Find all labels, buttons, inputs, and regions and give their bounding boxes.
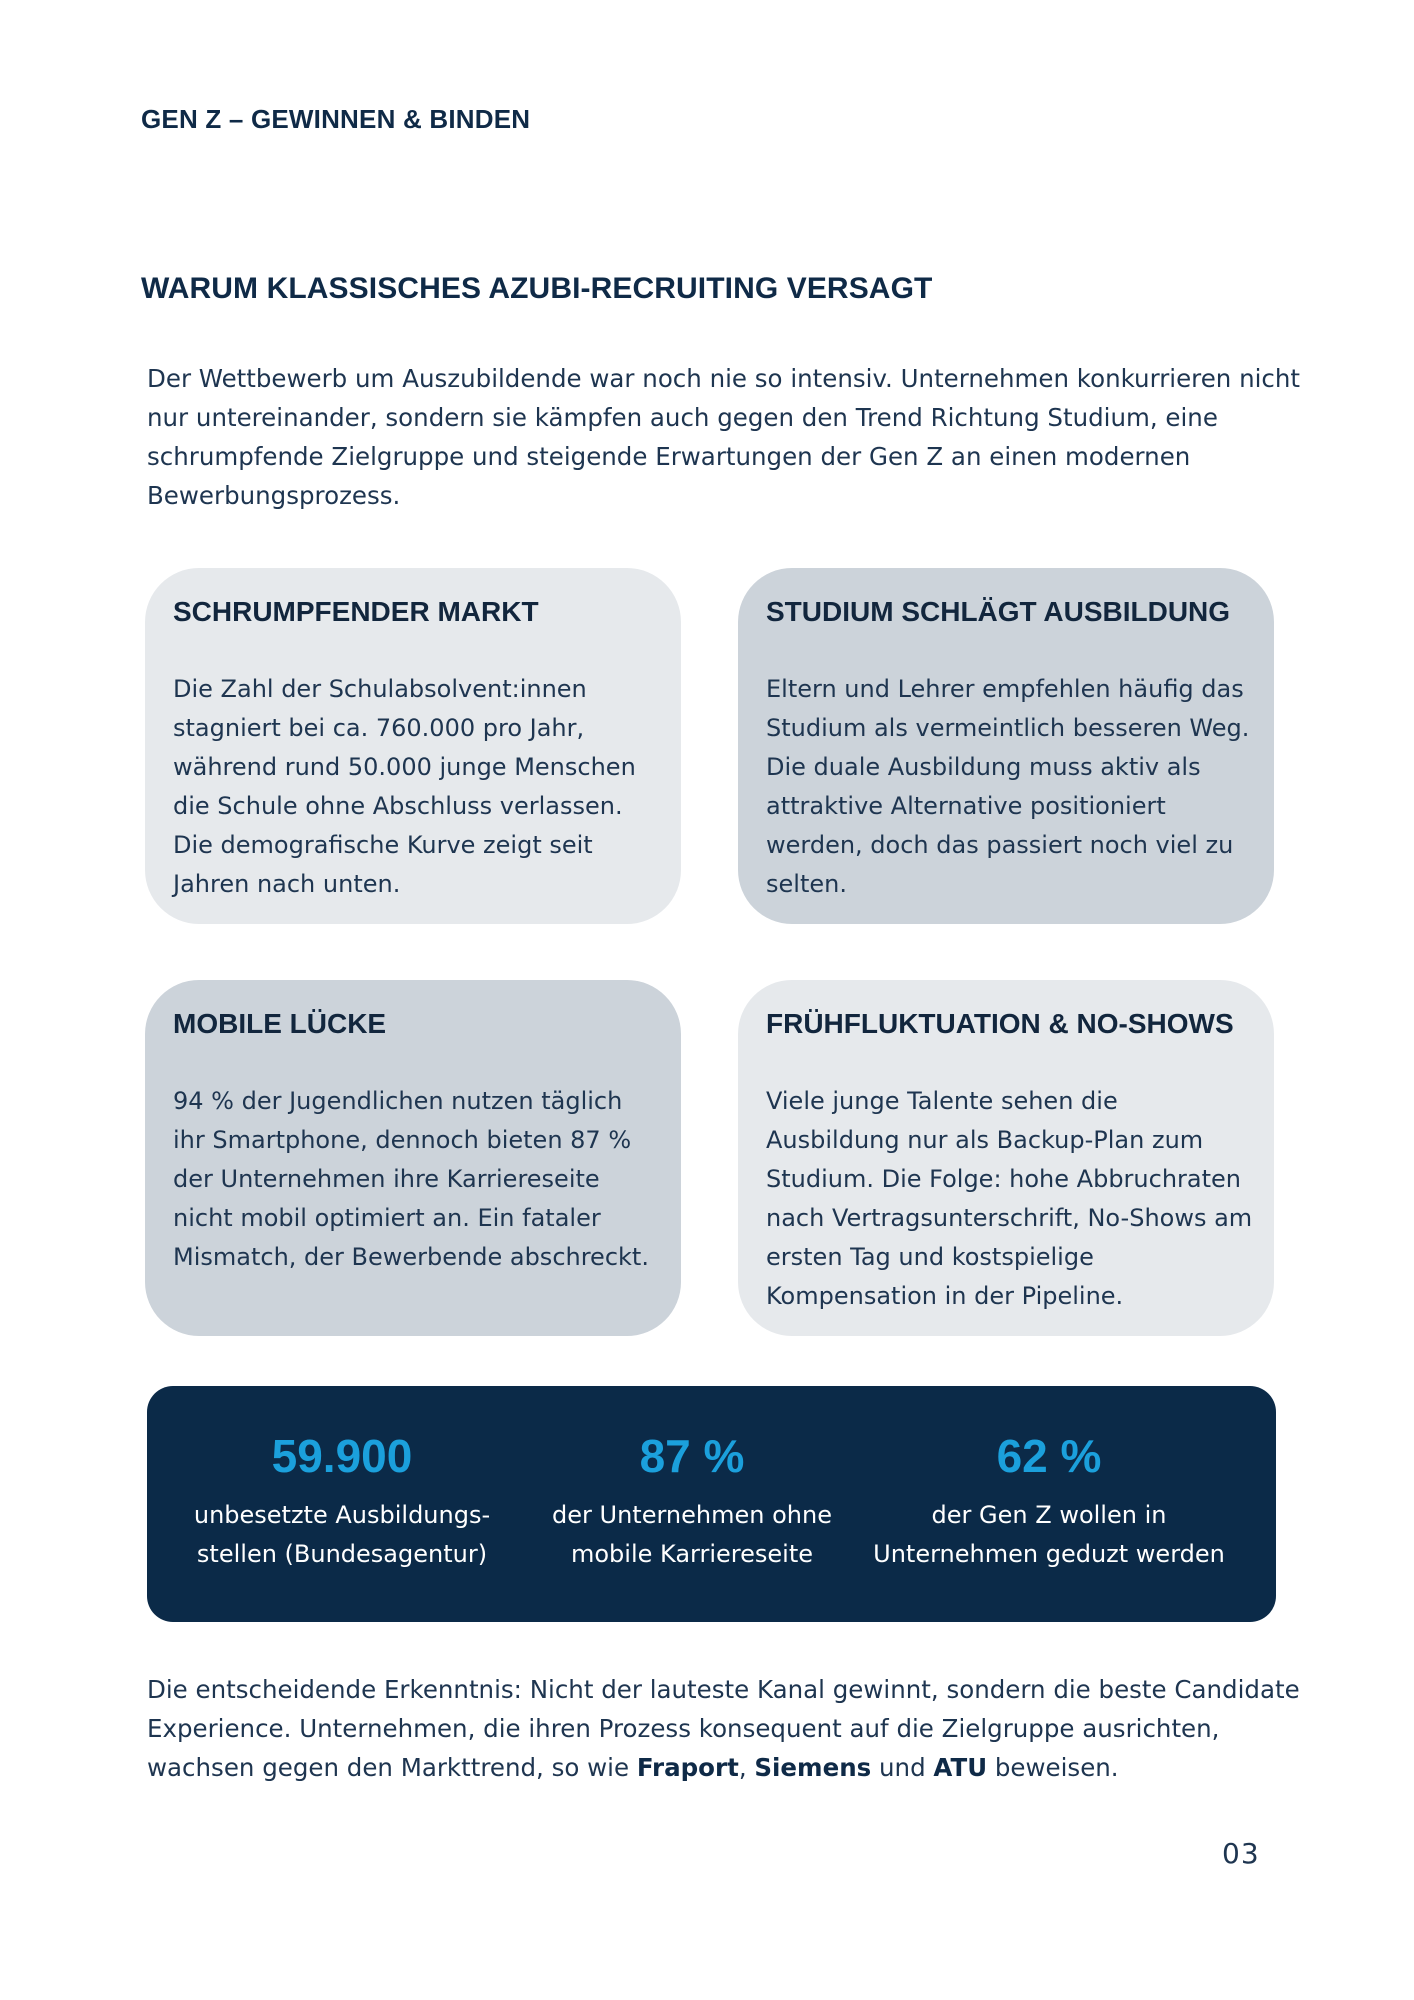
- card-title: MOBILE LÜCKE: [173, 1008, 387, 1039]
- card-study-vs-training: [738, 568, 1274, 924]
- card-shrinking-market: [145, 568, 681, 924]
- stat-label-line2: mobile Karriereseite: [570, 1540, 813, 1568]
- card-body: Viele junge Talente sehen die Ausbildung nur als Backup-Plan zum Studium. Die Folge: hohe Abbruchraten nach Vertragsunterschrift, No-Shows am ersten Tag und kostspielige Kompensation in der Pipeline.: [766, 1087, 1253, 1310]
- card-title: FRÜHFLUKTUATION & NO-SHOWS: [766, 1008, 1234, 1039]
- stat-label-line1: der Gen Z wollen in: [931, 1501, 1167, 1529]
- page-number: 03: [1222, 1837, 1260, 1870]
- separator: und: [871, 1753, 934, 1782]
- separator: ,: [738, 1753, 755, 1782]
- stat-value: 62 %: [996, 1430, 1102, 1482]
- card-title: STUDIUM SCHLÄGT AUSBILDUNG: [766, 596, 1231, 627]
- company-fraport: Fraport: [636, 1753, 739, 1782]
- stats-banner: [147, 1386, 1276, 1622]
- stat-value: 87 %: [639, 1430, 745, 1482]
- stat-informal-address: [869, 1428, 1229, 1574]
- document-header-title: GEN Z – GEWINNEN & BINDEN: [141, 104, 531, 134]
- section-title: WARUM KLASSISCHES AZUBI-RECRUITING VERSAGT: [141, 272, 933, 305]
- stat-unfilled-positions: [162, 1428, 522, 1574]
- stat-value: 59.900: [271, 1430, 413, 1482]
- card-early-fluctuation: [738, 980, 1274, 1336]
- stat-no-mobile-career-site: [512, 1428, 872, 1574]
- conclusion-paragraph: [147, 1670, 1327, 1787]
- card-title: SCHRUMPFENDER MARKT: [173, 596, 539, 627]
- stat-label-line1: der Unternehmen ohne: [552, 1501, 832, 1529]
- card-body: Eltern und Lehrer empfehlen häufig das Studium als vermeintlich besseren Weg. Die duale Ausbildung muss aktiv als attraktive Alternative positioniert werden, doch das passiert noch viel zu selten.: [766, 675, 1250, 898]
- conclusion-end: beweisen.: [987, 1753, 1119, 1782]
- card-mobile-gap: [145, 980, 681, 1336]
- stat-label-line1: unbesetzte Ausbildungs-: [193, 1501, 491, 1529]
- stat-label-line2: stellen (Bundesagentur): [196, 1540, 488, 1568]
- company-atu: ATU: [933, 1753, 988, 1782]
- intro-paragraph: Der Wettbewerb um Auszubildende war noch nie so intensiv. Unternehmen konkurrieren nicht nur untereinander, sondern sie kämpfen auch gegen den Trend Richtung Studium, eine schrumpfende Zielgruppe und steigende Erwartungen der Gen Z an einen modernen Bewerbungsprozess.: [147, 364, 1301, 510]
- card-body: Die Zahl der Schulabsolvent:innen stagniert bei ca. 760.000 pro Jahr, während rund 50.000 junge Menschen die Schule ohne Abschluss verlassen. Die demografische Kurve zeigt seit Jahren nach unten.: [173, 675, 636, 898]
- company-siemens: Siemens: [754, 1753, 872, 1782]
- card-body: 94 % der Jugendlichen nutzen täglich ihr Smartphone, dennoch bieten 87 % der Unternehmen ihre Karriereseite nicht mobil optimiert an. Ein fataler Mismatch, der Bewerbende abschreckt.: [173, 1087, 649, 1271]
- conclusion-text: Die entscheidende Erkenntnis: Nicht der lauteste Kanal gewinnt, sondern die beste Candidate Experience. Unternehmen, die ihren Prozess konsequent auf die Zielgruppe ausrichten, wachsen gegen den Markttrend, so wie: [147, 1675, 1300, 1782]
- stat-label-line2: Unternehmen geduzt werden: [873, 1540, 1225, 1568]
